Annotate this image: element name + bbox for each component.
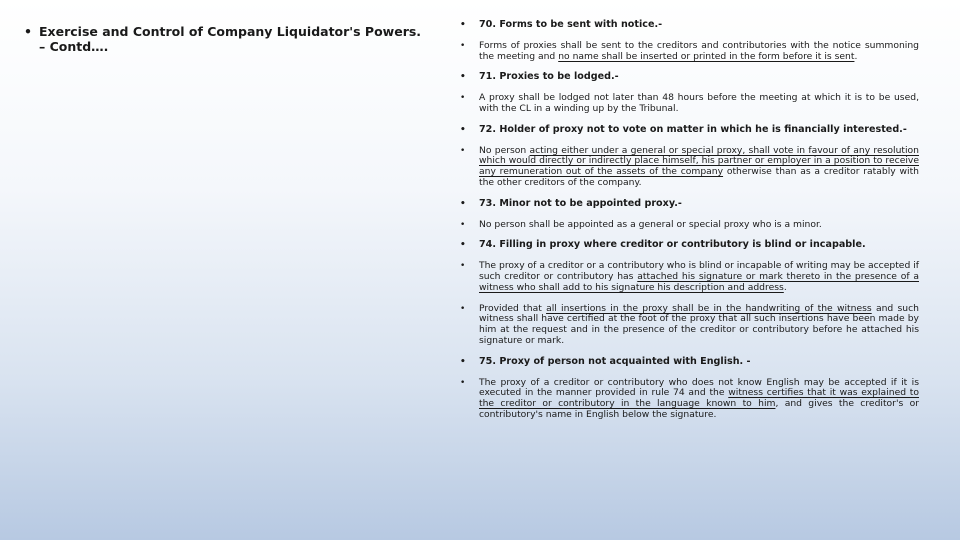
bullet: • <box>460 20 466 30</box>
bullet: • <box>460 261 466 272</box>
heading-text: 70. Forms to be sent with notice.- <box>479 19 663 30</box>
body-text: . <box>854 50 858 62</box>
bullet: • <box>460 145 466 156</box>
bullet: • <box>460 240 466 251</box>
rule-body <box>458 41 919 63</box>
title-line-2: – Contd…. <box>39 39 109 54</box>
title-line-1: Exercise and Control of Company Liquidator's Powers. <box>39 24 422 39</box>
body-text: No person <box>479 144 530 156</box>
body-text: A proxy shall be lodged not later than 48 hours before the meeting at which it is to be used, with the CL in a winding up by the Tribunal. <box>479 92 919 114</box>
bullet: • <box>460 93 466 104</box>
slide-title <box>24 24 424 54</box>
rule-body <box>458 146 919 189</box>
title-bullet: • <box>24 24 32 39</box>
rule-body <box>458 304 919 347</box>
body-text: Provided that <box>479 302 547 314</box>
body-text: No person shall be appointed as a general or special proxy who is a minor. <box>479 218 822 230</box>
rule-heading <box>458 357 919 368</box>
bullet: • <box>460 40 466 51</box>
underlined-text: no name shall be inserted or printed in the form before it is sent <box>558 50 855 62</box>
heading-text: 73. Minor not to be appointed proxy.- <box>479 197 682 209</box>
bullet: • <box>460 198 466 209</box>
underlined-text: witness certifies that it was explained to the creditor or contributory in the language known to him <box>479 387 920 410</box>
rule-body <box>458 378 919 421</box>
bullet: • <box>460 377 466 388</box>
underlined-text: acting either under a general or special proxy, shall vote in favour of any resolution which would directly or indirectly place himself, his partner or employer in a position to receive any remuneration out of the assets of the company <box>479 144 919 178</box>
body-text: The proxy of a creditor or a contributory who is blind or incapable of writing may be accepted if such creditor or contributory has <box>479 260 919 282</box>
rule-heading <box>458 199 919 210</box>
bullet: • <box>460 303 466 314</box>
heading-text: 72. Holder of proxy not to vote on matter in which he is financially interested.- <box>479 123 907 135</box>
rule-body <box>458 220 919 231</box>
bullet: • <box>460 124 466 135</box>
bullet: • <box>460 356 466 367</box>
body-text: . <box>783 281 787 293</box>
rule-heading <box>458 125 919 136</box>
rule-heading <box>458 20 919 31</box>
underlined-text: attached his signature or mark thereto in the presence of a witness who shall add to his signature his description and address <box>479 270 919 293</box>
body-text: The proxy of a creditor or contributory who does not know English may be accepted if it is executed in the manner provided in rule 74 and the <box>479 376 919 399</box>
heading-text: 74. Filling in proxy where creditor or contributory is blind or incapable. <box>479 239 866 251</box>
body-text: otherwise than as a creditor ratably with the other creditors of the company. <box>479 166 919 188</box>
heading-text: 75. Proxy of person not acquainted with English. - <box>479 355 751 367</box>
rule-heading <box>458 72 919 83</box>
body-text: , and gives the creditor's or contributory's name in English below the signature. <box>479 398 919 420</box>
underlined-text: all insertions in the proxy shall be in the handwriting of the witness <box>546 302 872 314</box>
body-text: Forms of proxies shall be sent to the creditors and contributories with the notice summoning the meeting and <box>479 39 919 62</box>
rule-heading <box>458 240 919 251</box>
content-list <box>458 20 919 431</box>
bullet: • <box>460 219 466 230</box>
bullet: • <box>460 72 466 83</box>
rule-body <box>458 261 919 293</box>
rule-body <box>458 93 919 115</box>
body-text: and such witness shall have certified at the foot of the proxy that all such insertions have been made by him at the request and in the presence of the creditor or contributory before he attached his signature or mark. <box>479 302 919 346</box>
heading-text: 71. Proxies to be lodged.- <box>479 71 619 83</box>
